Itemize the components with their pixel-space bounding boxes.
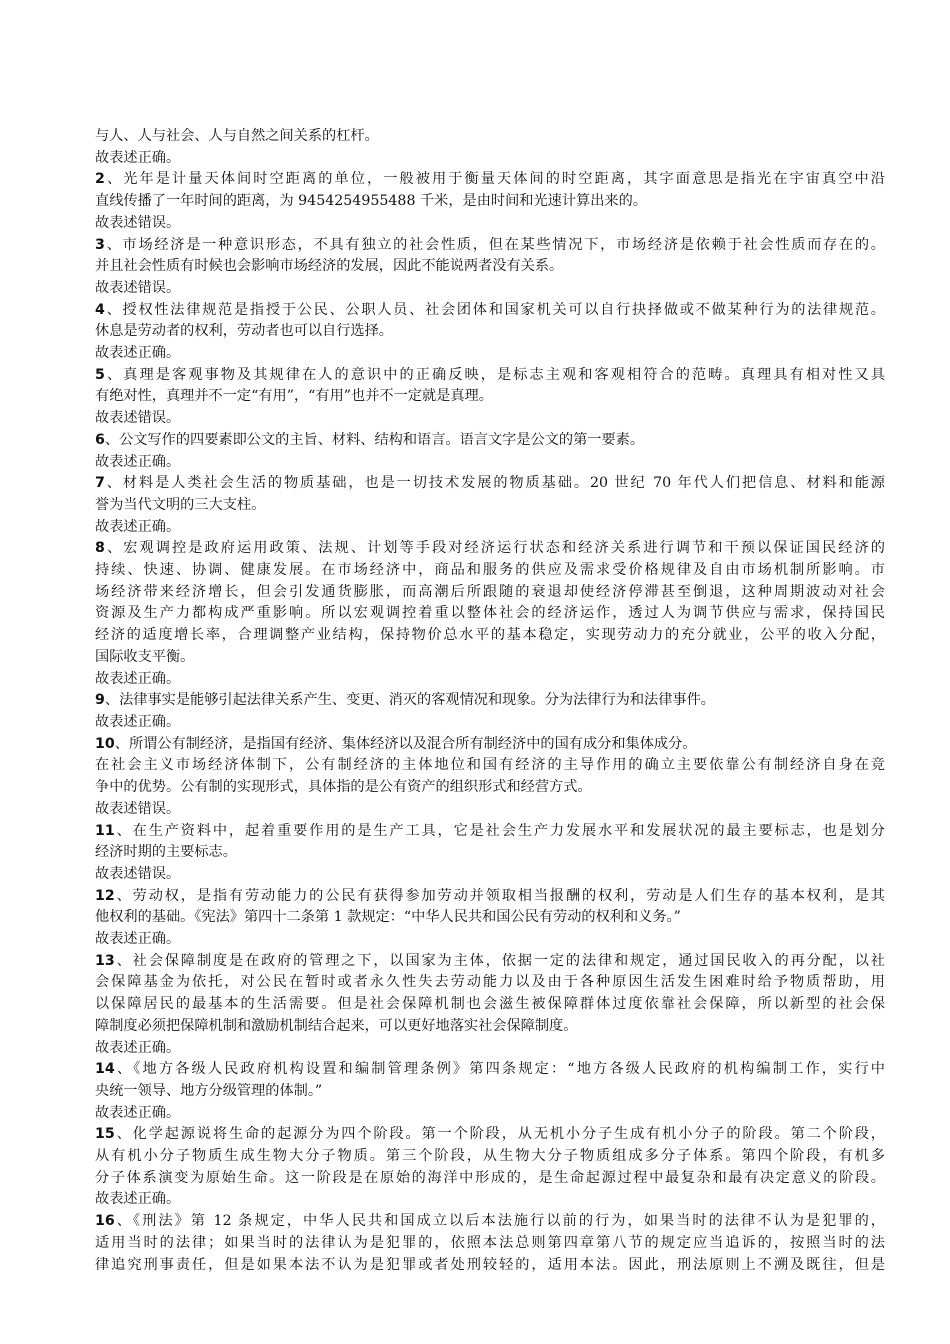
item-number: 6 [95, 431, 105, 448]
text-line [95, 647, 885, 669]
item-line [95, 1124, 885, 1146]
text-line [95, 777, 885, 799]
item-number: 3 [95, 236, 105, 253]
item-line [95, 1059, 885, 1081]
text-line [95, 452, 885, 474]
line-text: 国际收支平衡。 [95, 648, 195, 665]
item-number: 10 [95, 735, 115, 752]
text-line [95, 755, 885, 777]
text-line [95, 669, 885, 691]
text-line [95, 148, 885, 170]
text-line [95, 408, 885, 430]
item-line [95, 300, 885, 322]
text-line [95, 191, 885, 213]
item-number: 7 [95, 475, 105, 492]
line-text: 、法律事实是能够引起法律关系产生、变更、消灭的客观情况和现象。分为法律行为和法律事件。 [104, 692, 715, 709]
text-line [95, 343, 885, 365]
item-line [95, 235, 885, 257]
line-text: 故表述正确。 [95, 345, 181, 362]
item-line [95, 538, 885, 560]
line-text: 、化学起源说将生命的起源分为四个阶段。第一个阶段，从无机小分子生成有机小分子的阶段。第二个阶段， [114, 1126, 885, 1143]
item-number: 16 [95, 1213, 115, 1230]
item-line [95, 430, 885, 452]
line-text: 、市场经济是一种意识形态，不具有独立的社会性质，但在某些情况下，市场经济是依赖于社会性质而存在的。 [104, 236, 885, 253]
line-text: 律追究刑事责任，但是如果本法不认为是犯罪或者处刑较轻的，适用本法。因此，刑法原则上不溯及既往，但是 [95, 1256, 885, 1273]
item-line [95, 951, 885, 973]
text-line [95, 321, 885, 343]
line-text: 、劳动权，是指有劳动能力的公民有获得参加劳动并领取相当报酬的权利，劳动是人们生存的基本权利，是其 [114, 887, 885, 904]
line-text: 故表述正确。 [95, 453, 181, 470]
item-number: 11 [95, 822, 115, 839]
text-line [95, 994, 885, 1016]
line-text: 、所谓公有制经济，是指国有经济、集体经济以及混合所有制经济中的国有成分和集体成分。 [114, 735, 697, 752]
line-text: 故表述错误。 [95, 279, 181, 296]
text-line [95, 603, 885, 625]
line-text: 经济时期的主要标志。 [95, 844, 237, 861]
line-text: 故表述正确。 [95, 149, 181, 166]
line-text: 休息是劳动者的权利，劳动者也可以自行选择。 [95, 323, 393, 340]
item-line [95, 365, 885, 387]
line-text: 场经济带来经济增长，但会引发通货膨胀，而高潮后所跟随的衰退却使经济停滞甚至倒退，这种周期波动对社会 [95, 583, 885, 600]
line-text: 障制度必须把保障机制和激励机制结合起来，可以更好地落实社会保障制度。 [95, 1017, 578, 1034]
item-number: 13 [95, 952, 115, 969]
text-line [95, 386, 885, 408]
line-text: 故表述正确。 [95, 1039, 181, 1056]
item-number: 4 [95, 301, 105, 318]
item-number: 12 [95, 887, 115, 904]
text-line [95, 213, 885, 235]
line-text: 故表述正确。 [95, 1191, 181, 1208]
text-line [95, 864, 885, 886]
line-text: 他权利的基础。《宪法》第四十二条第 1 款规定：“中华人民共和国公民有劳动的权利和义务。” [95, 909, 681, 926]
line-text: 、真理是客观事物及其规律在人的意识中的正确反映，是标志主观和客观相符合的范畴。真理具有相对性又具 [104, 366, 885, 383]
text-line [95, 1146, 885, 1168]
line-text: 、《地方各级人民政府机构设置和编制管理条例》第四条规定：“地方各级人民政府的机构编制工作，实行中 [114, 1061, 885, 1078]
text-line [95, 1168, 885, 1190]
text-line [95, 256, 885, 278]
line-text: 分子体系演变为原始生命。这一阶段是在原始的海洋中形成的，是生命起源过程中最复杂和最有决定意义的阶段。 [95, 1169, 885, 1186]
text-line [95, 582, 885, 604]
item-number: 15 [95, 1126, 115, 1143]
item-number: 9 [95, 692, 105, 709]
text-line [95, 929, 885, 951]
text-line [95, 907, 885, 929]
line-text: 并且社会性质有时候也会影响市场经济的发展，因此不能说两者没有关系。 [95, 258, 564, 275]
document-page [95, 126, 885, 1276]
line-text: 故表述正确。 [95, 1104, 181, 1121]
line-text: 适用当时的法律；如果当时的法律认为是犯罪的，依照本法总则第四章第八节的规定应当追诉的，按照当时的法 [95, 1234, 885, 1251]
line-text: 、宏观调控是政府运用政策、法规、计划等手段对经济运行状态和经济关系进行调节和干预以保证国民经济的 [104, 540, 885, 557]
text-line [95, 278, 885, 300]
line-text: 誉为当代文明的三大支柱。 [95, 496, 266, 513]
line-text: 资源及生产力都构成严重影响。所以宏观调控着重以整体社会的经济运作，透过人为调节供应与需求，保持国民 [95, 605, 885, 622]
text-line [95, 560, 885, 582]
text-line [95, 517, 885, 539]
item-line [95, 734, 885, 756]
line-text: 与人、人与社会、人与自然之间关系的杠杆。 [95, 128, 379, 144]
text-line [95, 1233, 885, 1255]
item-line [95, 690, 885, 712]
line-text: 、在生产资料中，起着重要作用的是生产工具，它是社会生产力发展水平和发展状况的最主要标志，也是划分 [114, 822, 885, 839]
line-text: 直线传播了一年时间的距离，为 9454254955488 千米，是由时间和光速计算出来的。 [95, 193, 647, 210]
line-text: 在社会主义市场经济体制下，公有制经济的主体地位和国有经济的主导作用的确立主要依靠公有制经济自身在竞 [95, 757, 885, 774]
text-line [95, 712, 885, 734]
text-line [95, 1103, 885, 1125]
text-line [95, 495, 885, 517]
line-text: 以保障居民的最基本的生活需要。但是社会保障机制也会滋生被保障群体过度依靠社会保障，所以新型的社会保 [95, 996, 885, 1013]
item-number: 2 [95, 171, 105, 188]
line-text: 、《刑法》第 12 条规定，中华人民共和国成立以后本法施行以前的行为，如果当时的法律不认为是犯罪的， [114, 1213, 885, 1230]
line-text: 故表述错误。 [95, 800, 181, 817]
line-text: 从有机小分子物质生成生物大分子物质。第三个阶段，从生物大分子物质组成多分子体系。第四个阶段，有机多 [95, 1148, 885, 1165]
item-line [95, 1211, 885, 1233]
line-text: 、授权性法律规范是指授于公民、公职人员、社会团体和国家机关可以自行抉择做或不做某种行为的法律规范。 [104, 301, 885, 318]
line-text: 央统一领导、地方分级管理的体制。” [95, 1082, 323, 1099]
line-text: 故表述错误。 [95, 865, 181, 882]
line-text: 、社会保障制度是在政府的管理之下，以国家为主体，依据一定的法律和规定，通过国民收入的再分配，以社 [114, 952, 885, 969]
text-line [95, 1255, 885, 1277]
text-line [95, 625, 885, 647]
line-text: 持续、快速、协调、健康发展。在市场经济中，商品和服务的供应及需求受价格规律及自由市场机制所影响。市 [95, 562, 885, 579]
line-text: 、公文写作的四要素即公文的主旨、材料、结构和语言。语言文字是公文的第一要素。 [104, 431, 645, 448]
line-text: 有绝对性，真理并不一定“有用”，“有用”也并不一定就是真理。 [95, 388, 493, 405]
text-line [95, 126, 885, 148]
line-text: 、光年是计量天体间时空距离的单位，一般被用于衡量天体间的时空距离，其字面意思是指光在宇宙真空中沿 [104, 171, 885, 188]
text-line [95, 1016, 885, 1038]
line-text: 经济的适度增长率，合理调整产业结构，保持物价总水平的基本稳定，实现劳动力的充分就业，公平的收入分配， [95, 627, 885, 644]
item-line [95, 821, 885, 843]
line-text: 故表述正确。 [95, 931, 181, 948]
item-line [95, 886, 885, 908]
line-text: 、材料是人类社会生活的物质基础，也是一切技术发展的物质基础。20 世纪 70 年代人们把信息、材料和能源 [104, 475, 885, 492]
item-number: 5 [95, 366, 105, 383]
text-line [95, 972, 885, 994]
line-text: 会保障基金为依托，对公民在暂时或者永久性失去劳动能力以及由于各种原因生活发生困难时给予物质帮助，用 [95, 974, 885, 991]
text-line [95, 1038, 885, 1060]
item-line [95, 169, 885, 191]
text-line [95, 1189, 885, 1211]
item-number: 8 [95, 540, 105, 557]
line-text: 争中的优势。公有制的实现形式，具体指的是公有资产的组织形式和经营方式。 [95, 779, 592, 796]
line-text: 故表述正确。 [95, 518, 181, 535]
text-line [95, 799, 885, 821]
item-number: 14 [95, 1061, 115, 1078]
line-text: 故表述正确。 [95, 713, 181, 730]
line-text: 故表述错误。 [95, 410, 181, 427]
text-line [95, 1081, 885, 1103]
item-line [95, 473, 885, 495]
text-line [95, 842, 885, 864]
line-text: 故表述错误。 [95, 214, 181, 231]
line-text: 故表述正确。 [95, 670, 181, 687]
